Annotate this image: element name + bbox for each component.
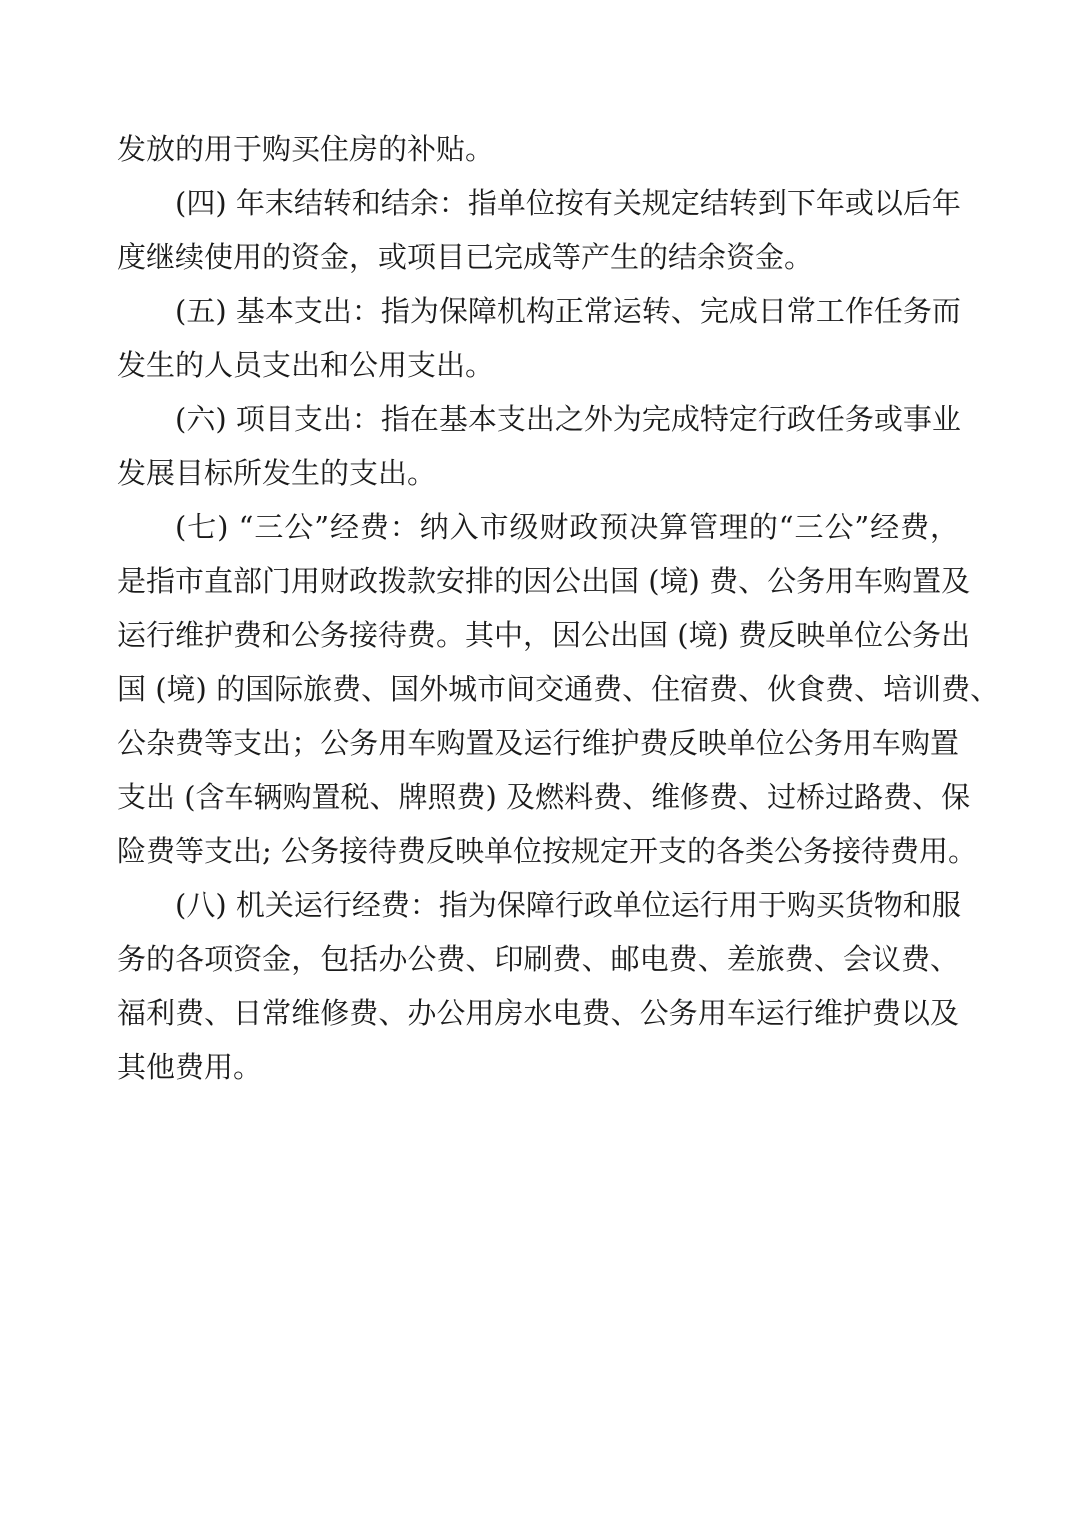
text-line: 发放的用于购买住房的补贴。: [117, 132, 495, 166]
text-line: (五) 基本支出：指为保障机构正常运转、完成日常工作任务而: [175, 294, 961, 328]
text-line: 运行维护费和公务接待费。其中，因公出国 (境) 费反映单位公务出: [117, 618, 971, 652]
text-line: 务的各项资金，包括办公费、印刷费、邮电费、差旅费、会议费、: [117, 942, 959, 976]
text-line: (四) 年末结转和结余：指单位按有关规定结转到下年或以后年: [175, 186, 961, 220]
text-line: (七) “三公”经费：纳入市级财政预决算管理的“三公”经费，: [175, 510, 959, 544]
text-line: 公杂费等支出；公务用车购置及运行维护费反映单位公务用车购置: [117, 726, 959, 760]
text-line: 是指市直部门用财政拨款安排的因公出国 (境) 费、公务用车购置及: [117, 564, 971, 598]
text-line: (六) 项目支出：指在基本支出之外为完成特定行政任务或事业: [175, 402, 961, 436]
text-line: 支出 (含车辆购置税、牌照费) 及燃料费、维修费、过桥过路费、保: [117, 780, 971, 814]
text-line: 其他费用。: [117, 1050, 263, 1084]
text-line: 发生的人员支出和公用支出。: [117, 348, 495, 382]
text-line: 发展目标所发生的支出。: [117, 456, 437, 490]
text-line: (八) 机关运行经费：指为保障行政单位运行用于购买货物和服: [175, 888, 961, 922]
text-line: 险费等支出; 公务接待费反映单位按规定开支的各类公务接待费用。: [117, 834, 977, 868]
text-line: 国 (境) 的国际旅费、国外城市间交通费、住宿费、伙食费、培训费、: [117, 672, 1000, 706]
text-line: 福利费、日常维修费、办公用房水电费、公务用车运行维护费以及: [117, 996, 959, 1030]
text-line: 度继续使用的资金，或项目已完成等产生的结余资金。: [117, 240, 814, 274]
